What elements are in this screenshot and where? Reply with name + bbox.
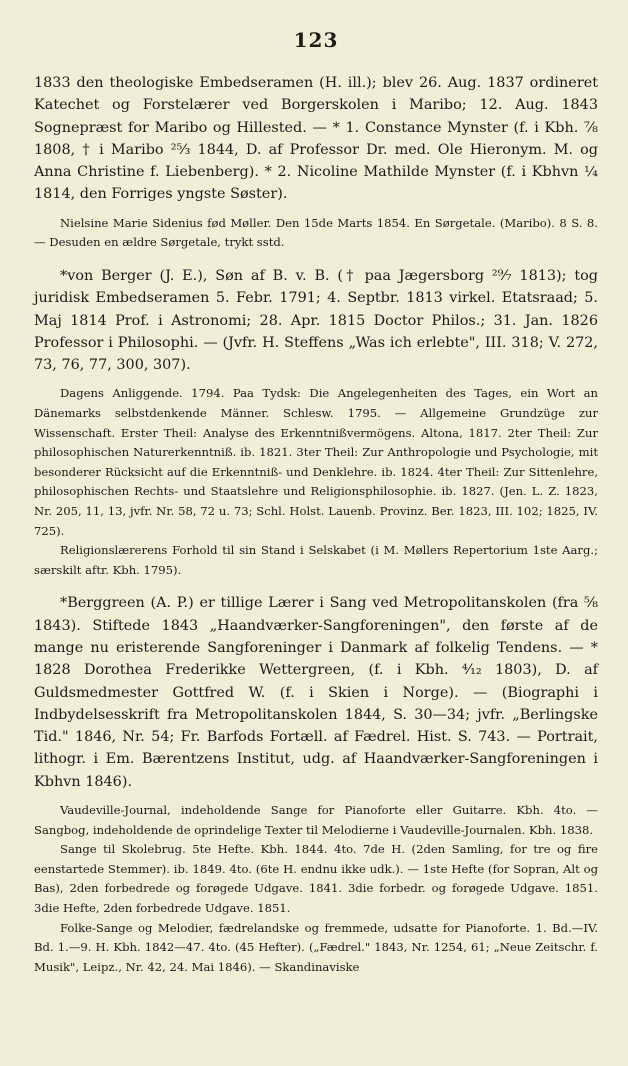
bibliography-paragraph: Nielsine Marie Sidenius fød Møller. Den 15de Marts 1854. En Sørgetale. (Maribo). 8 S. 8. — Desuden en ældre Sørgetale, trykt sstd. — [34, 215, 598, 250]
bibliography-paragraph: Vaudeville-Journal, indeholdende Sange for Pianoforte eller Guitarre. Kbh. 4to. — Sangbog, indeholdende de oprindelige Texter til Melodierne i Vaudeville-Journalen. Kbh. 1838. — [34, 803, 598, 837]
entry-paragraph: 1833 den theologiske Embedseramen (H. ill.); blev 26. Aug. 1837 ordineret Katechet og Forstelærer ved Borgerskolen i Maribo; 12. Aug. 1843 Sognepræst for Maribo og Hillested. — * 1. Constance Mynster (f. i Kbh. ⅞ 1808, † i Maribo ²⁵⁄₃ 1844, D. af Professor Dr. med. Ole Hieronym. M. og Anna Christine f. Liebenberg). * 2. Nicoline Mathilde Mynster (f. i Kbhvn ¼ 1814, den Forriges yngste Søster). — [34, 75, 598, 203]
entry-paragraph-berger: *von Berger (J. E.), Søn af B. v. B. († paa Jægersborg ²⁹⁄₇ 1813); tog juridisk Embedseramen 5. Febr. 1791; 4. Septbr. 1813 virkel. Etatsraad; 5. Maj 1814 Prof. i Astronomi; 28. Apr. 1815 Doctor Philos.; 31. Jan. 1826 Professor i Philosophi. — (Jvfr. H. Steffens „Was ich erlebte", III. 318; V. 272, 73, 76, 77, 300, 307). — [34, 267, 598, 374]
bibliography-paragraph: Dagens Anliggende. 1794. Paa Tydsk: Die Angelegenheiten des Tages, ein Wort an Dänemarks selbstdenkende Männer. Schlesw. 1795. — Allgemeine Grundzüge zur Wissenschaft. Erster Theil: Analyse des Erkenntnißvermögens. Altona, 1817. 2ter Theil: Zur philosophischen Naturerkenntniß. ib. 1821. 3ter Theil: Zur Anthropologie und Psychologie, mit besonderer Rücksicht auf die Erkenntniß- und Denklehre. ib. 1824. 4ter Theil: Zur Sittenlehre, philosophischen Rechts- und Staatslehre und Religionsphilosophie. ib. 1827. (Jen. L. Z. 1823, Nr. 205, 11, 13, jvfr. Nr. 58, 72 u. 73; Schl. Holst. Lauenb. Provinz. Ber. 1823, III. 102; 1825, IV. 725). — [34, 386, 598, 538]
page-number: 123 — [293, 28, 339, 52]
bibliography-paragraph: Religionslærerens Forhold til sin Stand i Selskabet (i M. Møllers Repertorium 1ste Aarg.; særskilt aftr. Kbh. 1795). — [34, 543, 598, 577]
bibliography-paragraph: Folke-Sange og Melodier, fædrelandske og fremmede, udsatte for Pianoforte. 1. Bd.—IV. Bd. 1.—9. H. Kbh. 1842—47. 4to. (45 Hefter). („Fædrel." 1843, Nr. 1254, 61; „Neue Zeitschr. f. Musik", Leipz., Nr. 42, 24. Mai 1846). — Skandinaviske — [34, 920, 598, 974]
bibliography-paragraph: Sange til Skolebrug. 5te Hefte. Kbh. 1844. 4to. 7de H. (2den Samling, for tre og fire eenstartede Stemmer). ib. 1849. 4to. (6te H. endnu ikke udk.). — 1ste Hefte (for Sopran, Alt og Bas), 2den forbedrede og forøgede Udgave. 1841. 3die forbedr. og forøgede Udgave. 1851. 3die Hefte, 2den forbedrede Udgave. 1851. — [34, 842, 598, 916]
entry-paragraph-berggreen: *Berggreen (A. P.) er tillige Lærer i Sang ved Metropolitanskolen (fra ⅝ 1843). Stiftede 1843 „Haandværker-Sangforeningen", den første af de mange nu eristerende Sangforeninger i Danmark af folkelig Tendens. — * 1828 Dorothea Frederikke Wettergreen, (f. i Kbh. ⁴⁄₁₂ 1803), D. af Guldsmedmester Gottfred W. (f. i Skien i Norge). — (Biographi i Indbydelsesskrift fra Metropolitanskolen 1844, S. 30—34; jvfr. „Berlingske Tid." 1846, Nr. 54; Fr. Barfods Fortæll. af Fædrel. Hist. S. 743. — Portrait, lithogr. i Em. Bærentzens Institut, udg. af Haandværker-Sangforeningen i Kbhvn 1846). — [34, 595, 598, 790]
